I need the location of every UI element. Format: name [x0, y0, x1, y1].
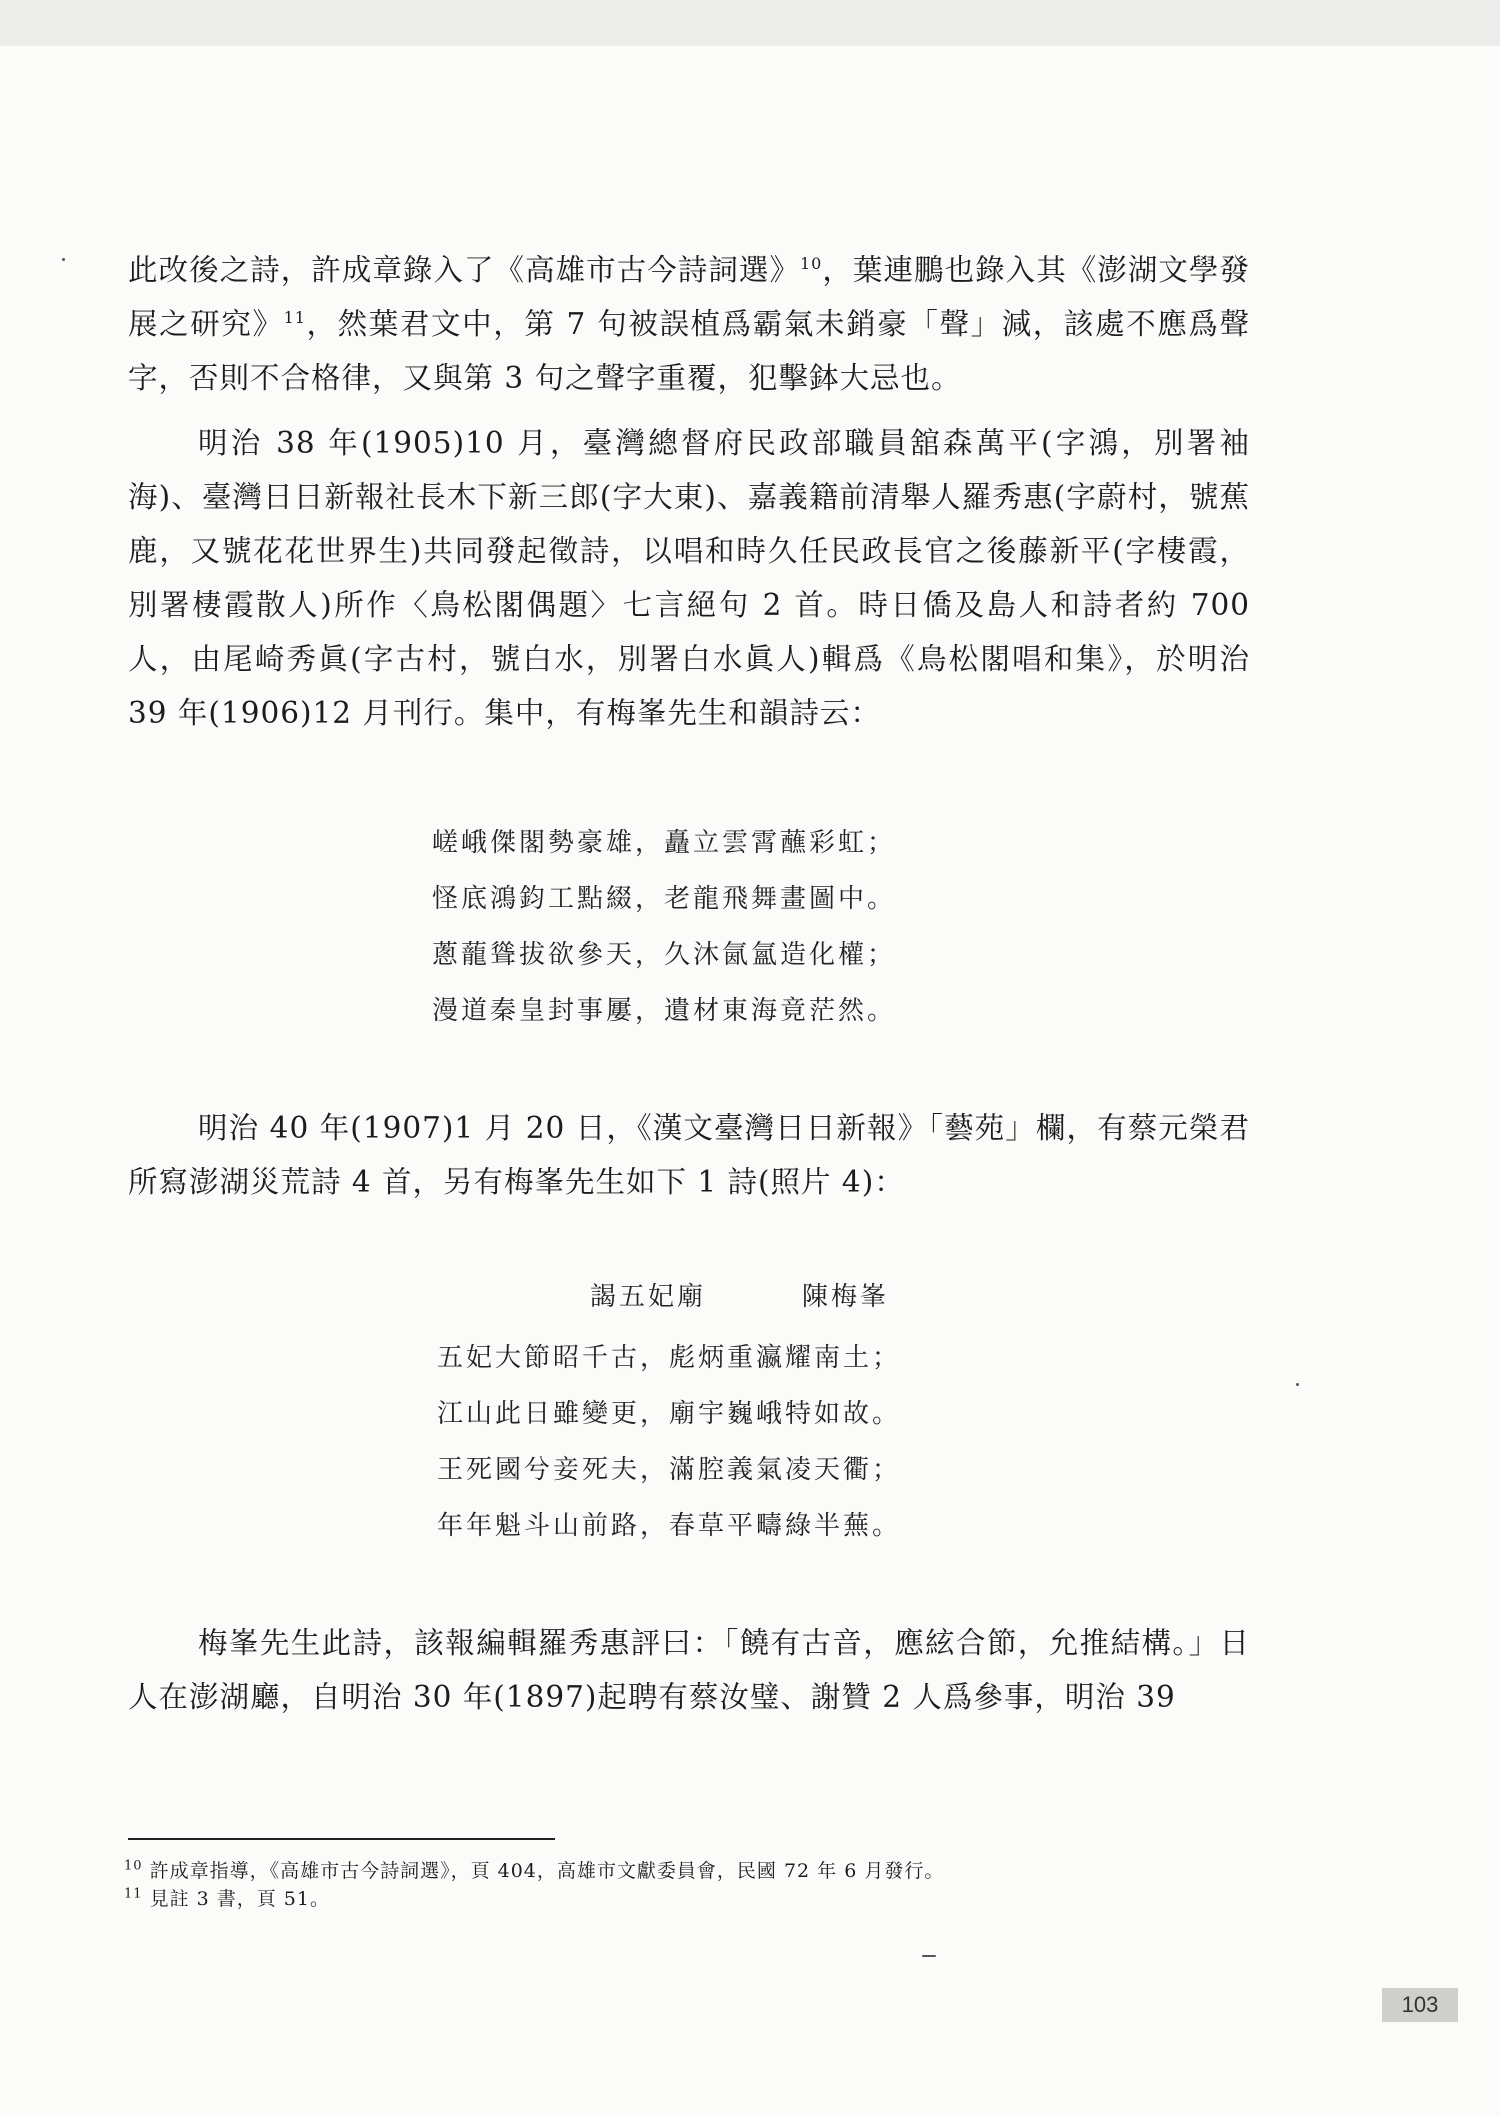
paragraph-1-text-b: ，葉連鵬也錄入其《澎湖文學發展之研究》	[128, 253, 1250, 341]
poem-line: 王死國兮妾死夫，滿腔義氣凌天衢；	[437, 1455, 902, 1485]
scan-speck	[922, 1955, 936, 1957]
poem-title: 謁五妃廟	[590, 1282, 707, 1312]
poem-heyun	[432, 815, 896, 1039]
footnote-number: 10	[124, 1858, 143, 1874]
footnote-text: 見註 3 書，頁 51。	[149, 1888, 330, 1910]
paragraph-1	[128, 243, 1250, 405]
poem-line: 怪底鴻鈞工點綴，老龍飛舞畫圖中。	[432, 884, 897, 914]
poem-line: 蔥蘢聳拔欲參天，久沐氤氳造化權；	[432, 940, 897, 970]
footnote-11	[124, 1885, 1254, 1913]
poem-wufei-temple	[437, 1330, 901, 1554]
footnote-ref-10[interactable]: 10	[799, 254, 823, 274]
poem-line: 漫道秦皇封事屢，遺材東海竟茫然。	[432, 996, 897, 1026]
paragraph-2: 明治 38 年(1905)10 月，臺灣總督府民政部職員舘森萬平(字鴻，別署袖海)、臺灣日日新報社長木下新三郎(字大東)、嘉義籍前清舉人羅秀惠(字蔚村，號蕉鹿，又號花花世界生)共同發起徵詩，以唱和時久任民政長官之後藤新平(字棲霞，別署棲霞散人)所作〈鳥松閣偶題〉七言絕句 2 首。時日僑及島人和詩者約 700 人，由尾崎秀眞(字古村，號白水，別署白水眞人)輯爲《鳥松閣唱和集》，於明治 39 年(1906)12 月刊行。集中，有梅峯先生和韻詩云：	[128, 426, 1250, 730]
paragraph-1-text-c: ，然葉君文中，第 7 句被誤植爲霸氣未銷豪「聲」減，該處不應爲聲字，否則不合格律，又與第 3 句之聲字重覆，犯擊鉢大忌也。	[128, 307, 1250, 395]
page-number: 103	[1382, 1988, 1458, 2022]
top-margin-band	[0, 0, 1500, 46]
paragraph-1-text-a: 此改後之詩，許成章錄入了《高雄市古今詩詞選》	[128, 253, 800, 287]
poem-heading	[590, 1277, 889, 1317]
paragraph-3: 明治 40 年(1907)1 月 20 日，《漢文臺灣日日新報》「藝苑」欄，有蔡元榮君所寫澎湖災荒詩 4 首，另有梅峯先生如下 1 詩(照片 4)：	[128, 1111, 1250, 1199]
poem-line: 嵯峨傑閣勢豪雄，矗立雲霄蘸彩虹；	[432, 828, 897, 858]
scan-speck	[62, 258, 65, 261]
paragraph-4: 梅峯先生此詩，該報編輯羅秀惠評曰：「饒有古音，應絃合節，允推結構。」日人在澎湖廳，自明治 30 年(1897)起聘有蔡汝璧、謝贊 2 人爲參事，明治 39	[128, 1626, 1250, 1714]
footnote-10	[124, 1857, 1254, 1885]
footnote-text: 許成章指導，《高雄市古今詩詞選》，頁 404，高雄市文獻委員會，民國 72 年 6 月發行。	[149, 1860, 945, 1882]
scan-speck	[1296, 1383, 1299, 1386]
footnote-ref-11[interactable]: 11	[283, 308, 306, 328]
poem-author: 陳梅峯	[802, 1282, 890, 1312]
poem-line: 江山此日雖變更，廟宇巍峨特如故。	[437, 1399, 902, 1429]
footnote-divider	[128, 1838, 555, 1840]
footnotes	[124, 1857, 1254, 1913]
poem-line: 五妃大節昭千古，彪炳重瀛耀南土；	[437, 1343, 902, 1373]
footnote-number: 11	[124, 1886, 143, 1902]
poem-line: 年年魁斗山前路，春草平疇綠半蕪。	[437, 1511, 902, 1541]
